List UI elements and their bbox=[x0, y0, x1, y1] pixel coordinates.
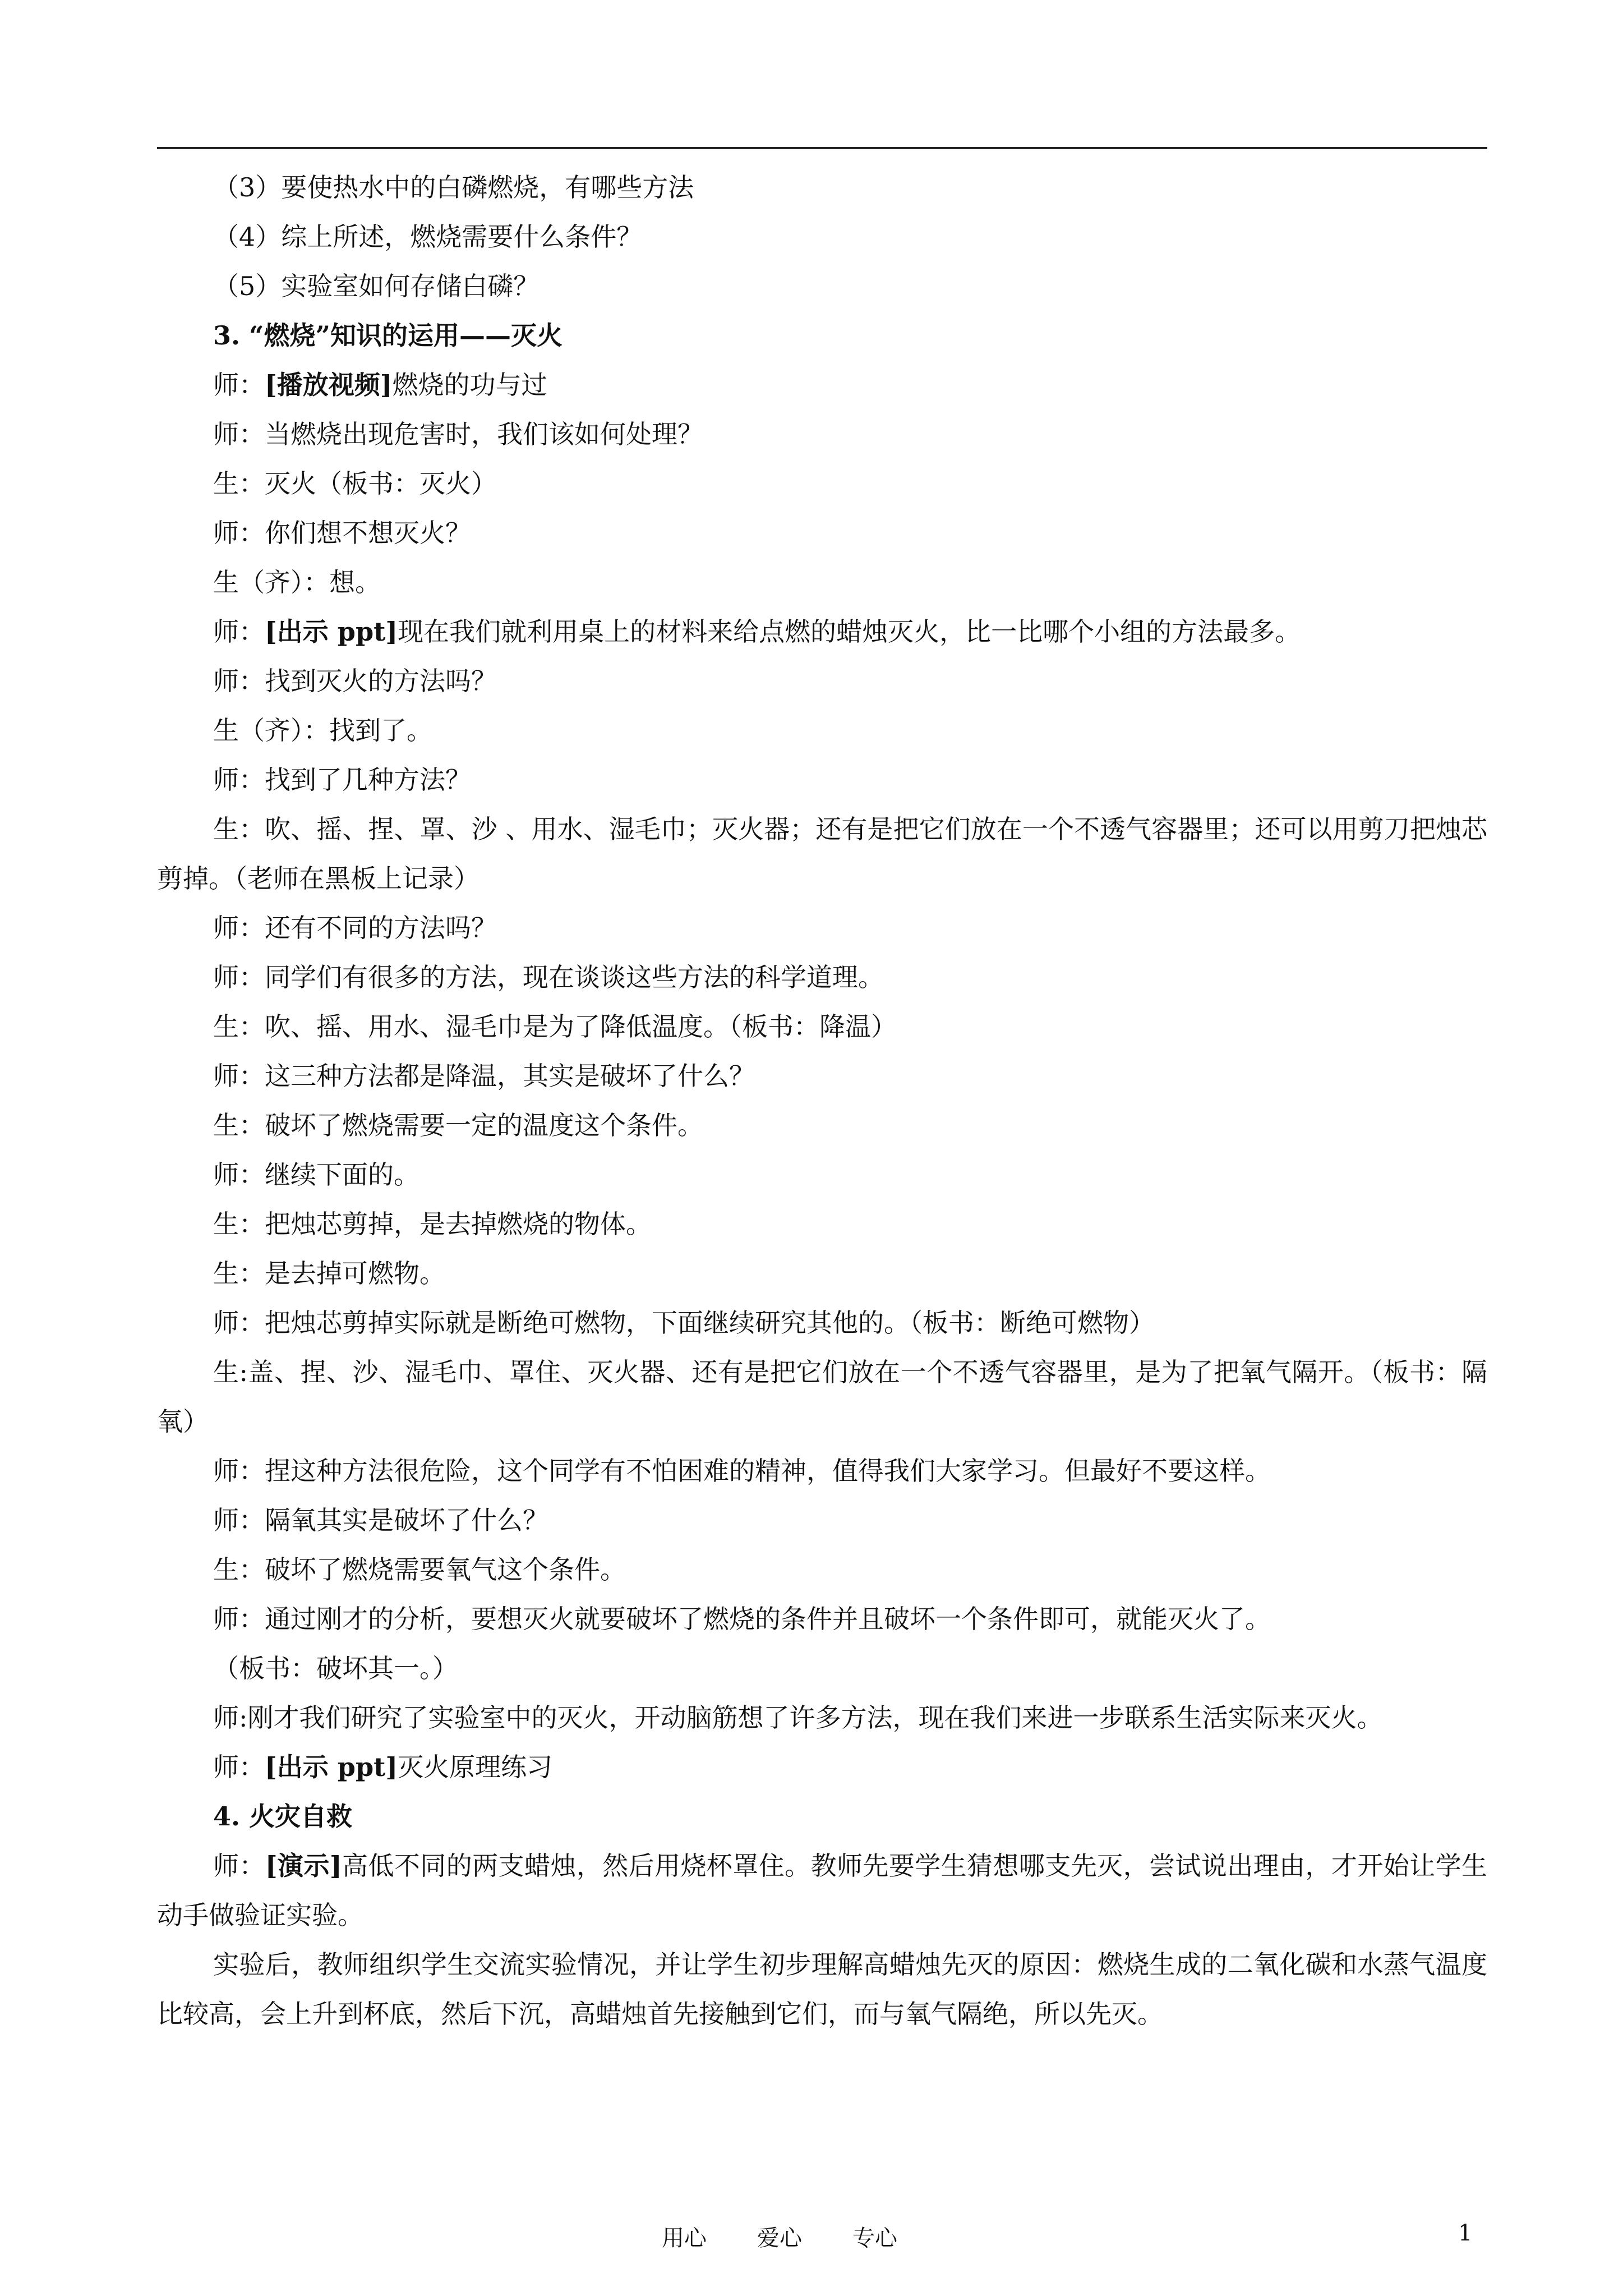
action-tag: [出示 ppt] bbox=[265, 616, 398, 647]
paragraph-text: 师：把烛芯剪掉实际就是断绝可燃物，下面继续研究其他的。（板书：断绝可燃物） bbox=[213, 1308, 1155, 1338]
paragraph bbox=[157, 1051, 1487, 1101]
paragraph bbox=[157, 804, 1487, 903]
paragraph bbox=[157, 1150, 1487, 1199]
paragraph-text: 生：吹、摇、用水、湿毛巾是为了降低温度。（板书：降温） bbox=[213, 1011, 897, 1042]
paragraph-text: 3. “燃烧”知识的运用——灭火 bbox=[213, 320, 562, 351]
paragraph-text: 燃烧的功与过 bbox=[392, 370, 547, 400]
action-tag: [播放视频] bbox=[265, 370, 393, 400]
paragraph-text: 生（齐）：找到了。 bbox=[213, 715, 432, 746]
paragraph bbox=[157, 1002, 1487, 1051]
paragraph bbox=[157, 1693, 1487, 1742]
paragraph-text: 师：隔氧其实是破坏了什么？ bbox=[213, 1505, 548, 1535]
paragraph-text: 师：继续下面的。 bbox=[213, 1159, 419, 1190]
paragraph bbox=[157, 261, 1487, 311]
paragraph-text: 师：还有不同的方法吗？ bbox=[213, 913, 497, 943]
paragraph-text: 师：找到了几种方法？ bbox=[213, 765, 471, 795]
footer-slogan-1: 用心 bbox=[662, 2225, 707, 2251]
paragraph-text: 生:盖、捏、沙、湿毛巾、罩住、灭火器、还有是把它们放在一个不透气容器里，是为了把氧气隔开。（板书：隔氧） bbox=[157, 1357, 1487, 1437]
paragraph bbox=[157, 1298, 1487, 1347]
paragraph-text: 师：当燃烧出现危害时，我们该如何处理？ bbox=[213, 419, 703, 449]
paragraph bbox=[157, 1940, 1487, 2039]
paragraph bbox=[157, 1594, 1487, 1644]
speaker-prefix: 师： bbox=[213, 616, 265, 647]
paragraph-text: 师：同学们有很多的方法，现在谈谈这些方法的科学道理。 bbox=[213, 962, 884, 992]
paragraph bbox=[157, 212, 1487, 261]
paragraph bbox=[157, 1101, 1487, 1150]
paragraph-text: 师：通过刚才的分析，要想灭火就要破坏了燃烧的条件并且破坏一个条件即可，就能灭火了。 bbox=[213, 1604, 1271, 1634]
paragraph bbox=[157, 558, 1487, 607]
paragraph-text: 师：这三种方法都是降温，其实是破坏了什么？ bbox=[213, 1061, 755, 1091]
section-heading bbox=[157, 1792, 1487, 1841]
paragraph-text: 师：你们想不想灭火？ bbox=[213, 518, 471, 548]
paragraph bbox=[157, 163, 1487, 212]
paragraph-text: 生：破坏了燃烧需要一定的温度这个条件。 bbox=[213, 1110, 703, 1140]
paragraph bbox=[157, 1249, 1487, 1298]
paragraph bbox=[157, 607, 1487, 656]
paragraph bbox=[157, 1199, 1487, 1249]
paragraph-text: 师:刚才我们研究了实验室中的灭火，开动脑筋想了许多方法，现在我们来进一步联系生活实际来灭火。 bbox=[213, 1703, 1383, 1733]
paragraph bbox=[157, 1347, 1487, 1446]
speaker-prefix: 师： bbox=[213, 1752, 265, 1782]
paragraph-text: 生：吹、摇、捏、罩、沙 、用水、湿毛巾；灭火器；还有是把它们放在一个不透气容器里；还可以用剪刀把烛芯剪掉。（老师在黑板上记录） bbox=[157, 814, 1487, 894]
footer-slogan-3: 专心 bbox=[852, 2225, 897, 2251]
paragraph bbox=[157, 409, 1487, 459]
paragraph bbox=[157, 656, 1487, 706]
action-tag: [演示] bbox=[265, 1851, 342, 1881]
paragraph-text: 生：是去掉可燃物。 bbox=[213, 1258, 445, 1289]
paragraph bbox=[157, 1545, 1487, 1594]
paragraph-text: 师：捏这种方法很危险，这个同学有不怕困难的精神，值得我们大家学习。但最好不要这样。 bbox=[213, 1456, 1271, 1486]
page-number: 1 bbox=[1458, 2220, 1473, 2246]
paragraph-text: （5）实验室如何存储白磷？ bbox=[213, 271, 540, 301]
paragraph bbox=[157, 903, 1487, 953]
paragraph-text: （板书：破坏其一。） bbox=[213, 1653, 458, 1683]
paragraph bbox=[157, 1496, 1487, 1545]
footer-slogan bbox=[662, 2220, 948, 2252]
header-rule bbox=[157, 147, 1487, 149]
paragraph-text: 实验后，教师组织学生交流实验情况，并让学生初步理解高蜡烛先灭的原因：燃烧生成的二氧化碳和水蒸气温度比较高，会上升到杯底，然后下沉，高蜡烛首先接触到它们，而与氧气隔绝，所以先灭。 bbox=[157, 1949, 1487, 2029]
paragraph-text: 生（齐）：想。 bbox=[213, 567, 381, 597]
paragraph bbox=[157, 953, 1487, 1002]
paragraph-text: 师：找到灭火的方法吗？ bbox=[213, 666, 497, 696]
paragraph-text: 4. 火灾自救 bbox=[213, 1801, 353, 1832]
paragraph bbox=[157, 1841, 1487, 1940]
paragraph bbox=[157, 360, 1487, 409]
speaker-prefix: 师： bbox=[213, 1851, 265, 1881]
paragraph-text: （3）要使热水中的白磷燃烧，有哪些方法 bbox=[213, 172, 694, 203]
paragraph-text: （4）综上所述，燃烧需要什么条件？ bbox=[213, 222, 643, 252]
paragraph-text: 高低不同的两支蜡烛，然后用烧杯罩住。教师先要学生猜想哪支先灭，尝试说出理由，才开始让学生动手做验证实验。 bbox=[157, 1851, 1488, 1930]
action-tag: [出示 ppt] bbox=[265, 1752, 398, 1782]
paragraph-text: 生：灭火（板书：灭火） bbox=[213, 468, 497, 499]
paragraph-text: 生：破坏了燃烧需要氧气这个条件。 bbox=[213, 1554, 626, 1585]
footer-slogan-2: 爱心 bbox=[757, 2225, 802, 2251]
paragraph-text: 灭火原理练习 bbox=[398, 1752, 553, 1782]
paragraph bbox=[157, 459, 1487, 508]
document-body bbox=[157, 163, 1487, 2039]
paragraph-text: 现在我们就利用桌上的材料来给点燃的蜡烛灭火，比一比哪个小组的方法最多。 bbox=[398, 616, 1301, 647]
paragraph bbox=[157, 706, 1487, 755]
section-heading bbox=[157, 311, 1487, 360]
speaker-prefix: 师： bbox=[213, 370, 265, 400]
paragraph bbox=[157, 1446, 1487, 1496]
paragraph bbox=[157, 1742, 1487, 1792]
paragraph bbox=[157, 1644, 1487, 1693]
paragraph-text: 生：把烛芯剪掉，是去掉燃烧的物体。 bbox=[213, 1209, 652, 1239]
paragraph bbox=[157, 755, 1487, 804]
paragraph bbox=[157, 508, 1487, 558]
